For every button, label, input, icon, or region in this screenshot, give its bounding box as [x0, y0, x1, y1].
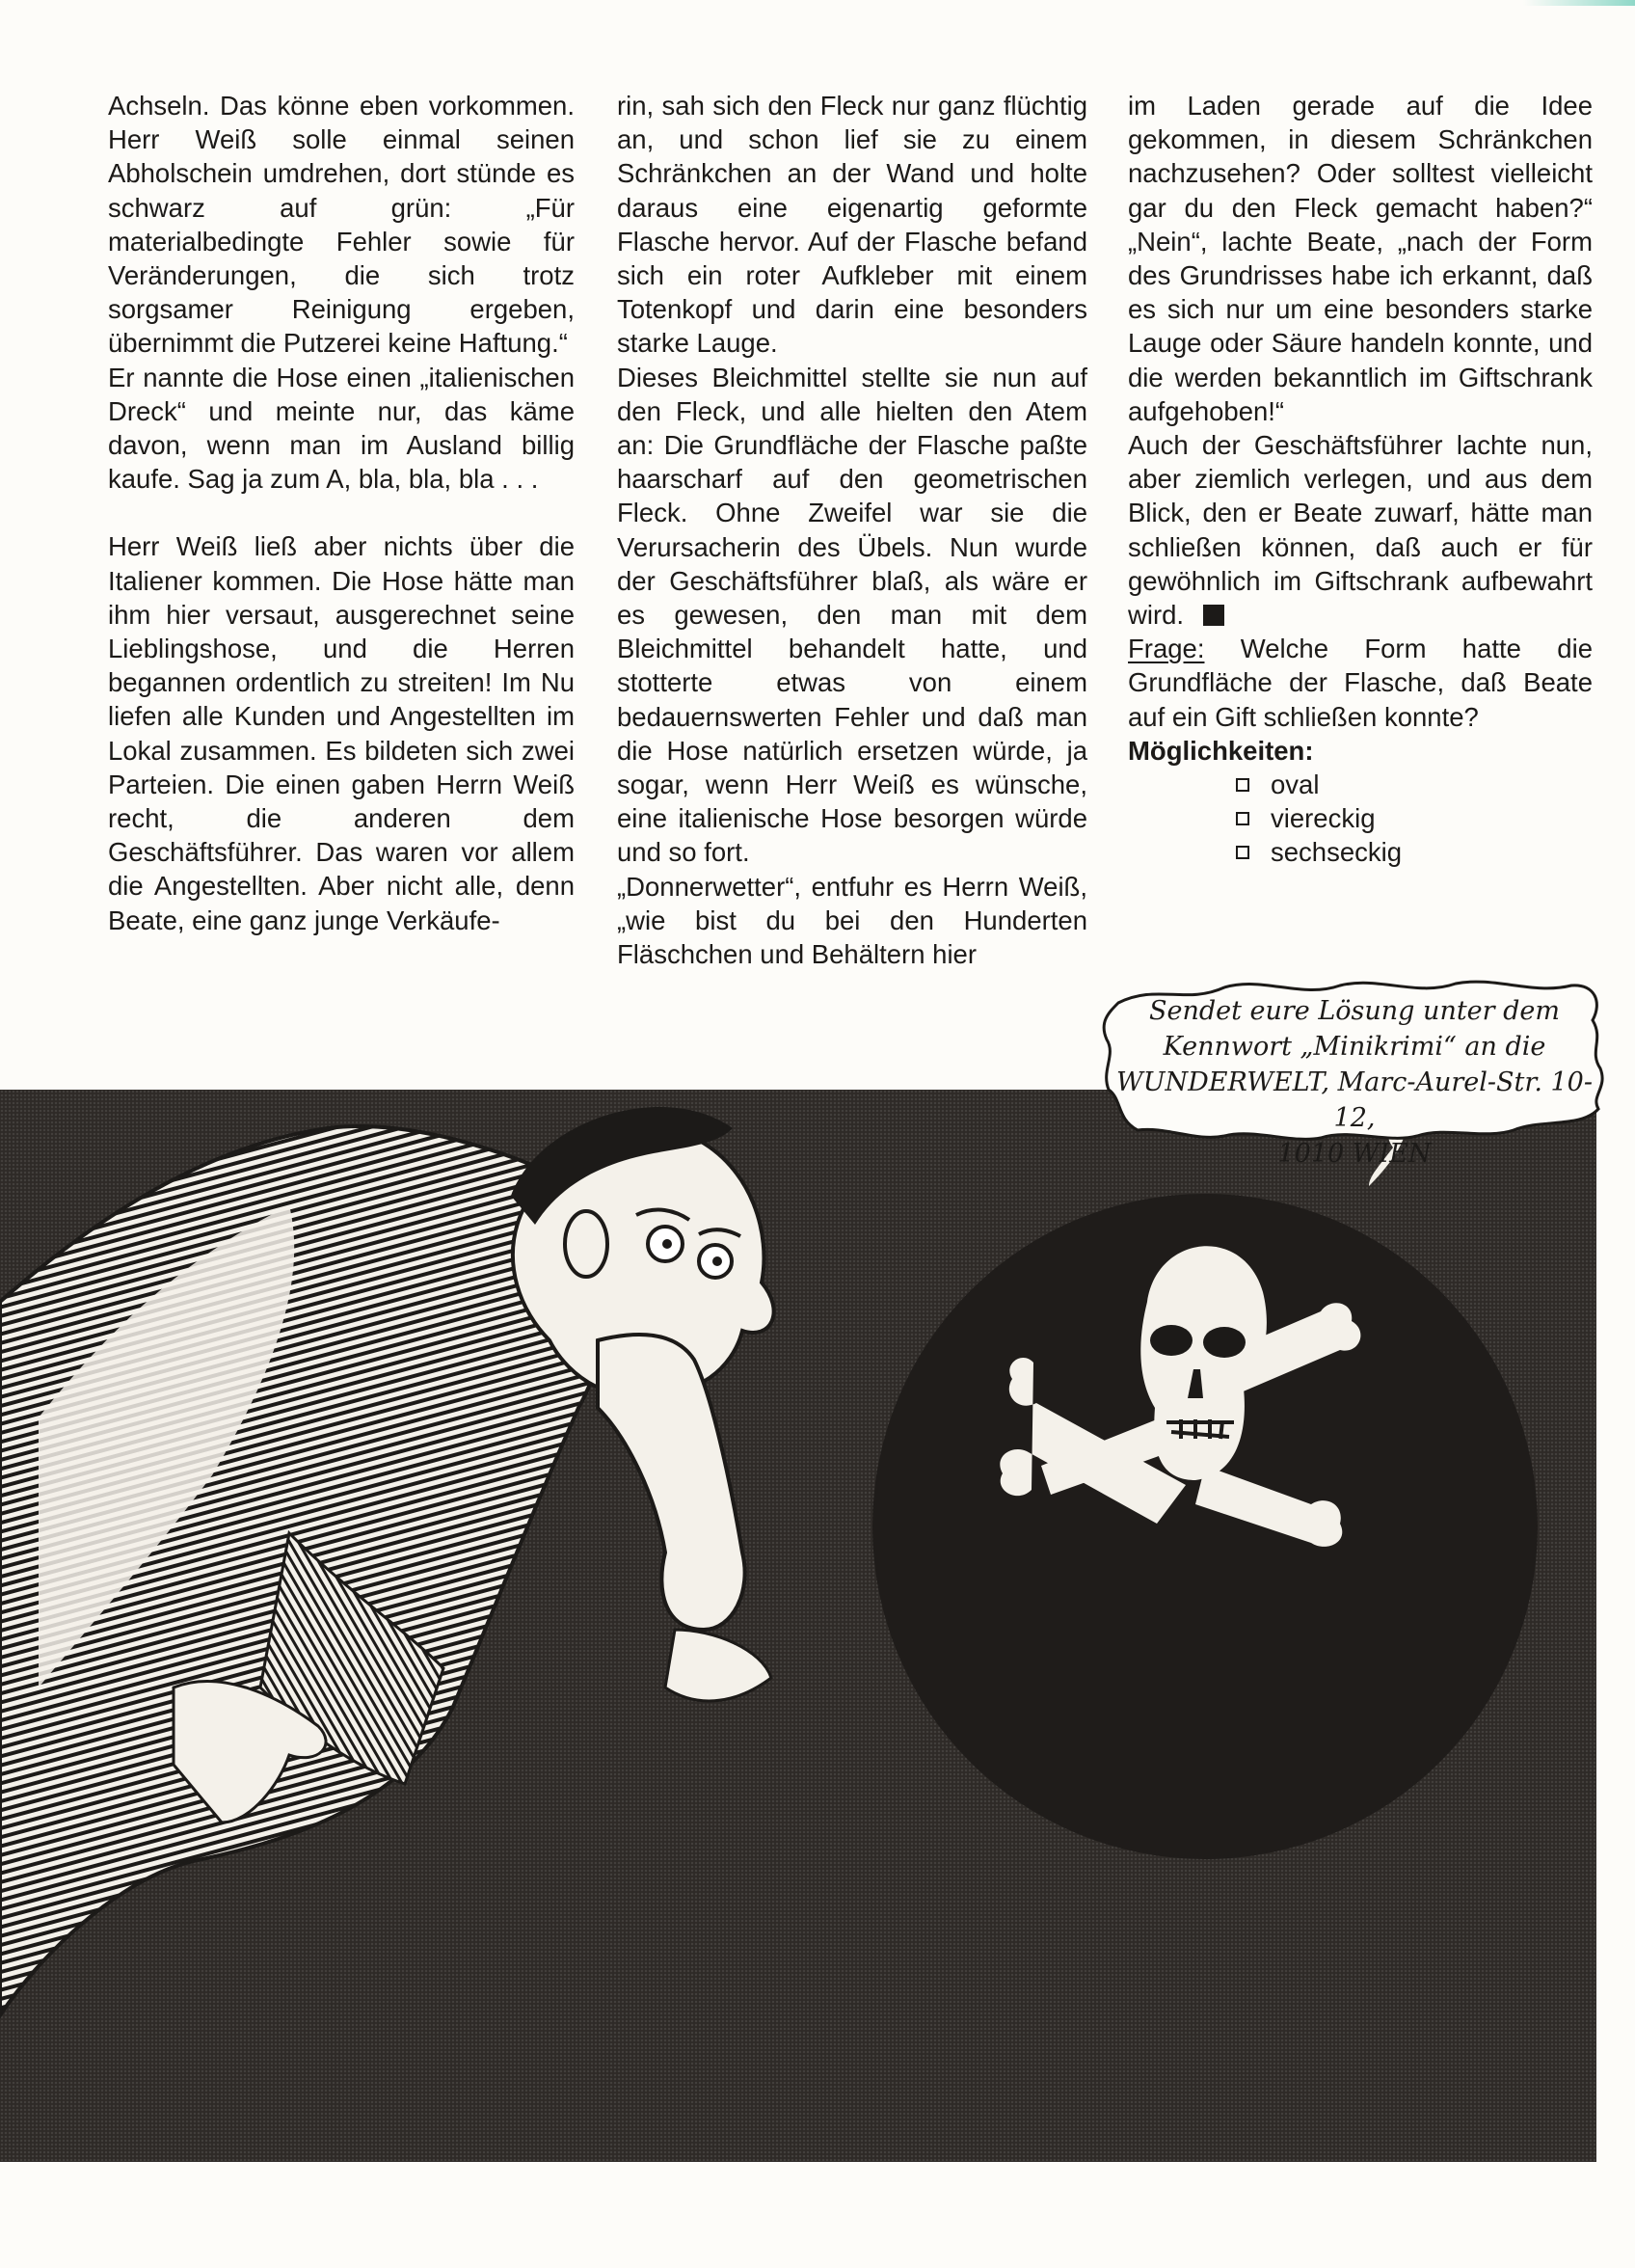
paragraph: Herr Weiß ließ aber nichts über die Italiener kommen. Die Hose hätte man ihm hier versaut, ausgerechnet seine Lieblingshose, und die Herren begannen ordentlich zu streiten! Im Nu liefen alle Kunden und Angestellten im Lokal zusammen. Es bildeten sich zwei Parteien. Die einen gaben Herrn Weiß recht, die anderen dem Geschäftsführer. Das waren vor allem die Angestellten. Aber nicht alle, denn Beate, eine ganz junge Verkäufe-: [108, 531, 575, 935]
text-column-3: [1128, 89, 1593, 870]
checkbox-icon[interactable]: [1236, 846, 1249, 859]
checkbox-icon[interactable]: [1236, 812, 1249, 825]
end-of-story-square-icon: [1203, 605, 1224, 626]
bubble-line: 1010 WIEN: [1277, 1139, 1432, 1169]
option-label: sechseckig: [1271, 837, 1403, 868]
page-edge-tint: [1523, 0, 1635, 6]
bubble-line: WUNDERWELT, Marc-Aurel-Str. 10-12,: [1116, 1067, 1593, 1133]
speech-bubble: [1099, 974, 1610, 1169]
paragraph: Dieses Bleichmittel stellte sie nun auf den Fleck, und alle hielten den Atem an: Die Grundfläche der Flasche paßte haarscharf auf den geometrischen Fleck. Ohne Zweifel war sie die Verursacherin des Übels. Nun wurde der Geschäftsführer blaß, als wäre er es gewesen, den man mit dem Bleichmittel behandelt hatte, und stotterte etwas von einem bedauernswerten Fehler und daß man die Hose natürlich ersetzen würde, ja sogar, wenn Herr Weiß es wünsche, eine italienische Hose besorgen würde und so fort.: [617, 362, 1087, 868]
options-title: Möglichkeiten:: [1128, 735, 1314, 766]
paragraph: rin, sah sich den Fleck nur ganz flüchtig an, und schon lief sie zu einem Schränkchen an der Wand und holte daraus eine eigenartig geformte Flasche hervor. Auf der Flasche befand sich ein roter Aufkleber mit einem Totenkopf und darin eine besonders starke Lauge.: [617, 91, 1087, 359]
bubble-line: Kennwort „Minikrimi“ an die: [1163, 1032, 1546, 1062]
man-figure: [0, 1107, 774, 2015]
illustration-worried-man-and-poison-label: [0, 1090, 1596, 2162]
checkbox-icon[interactable]: [1236, 778, 1249, 792]
text-column-2: [617, 89, 1087, 971]
answer-option[interactable]: [1236, 835, 1593, 869]
question-text: Welche Form hatte die Grundfläche der Flasche, daß Beate auf ein Gift schließen konnte?: [1128, 634, 1593, 732]
illustration-drawing: [0, 1090, 1596, 2162]
paragraph: „Donnerwetter“, entfuhr es Herrn Weiß, „wie bist du bei den Hunderten Fläschchen und Behältern hier: [617, 871, 1087, 970]
contest-instructions: [1099, 993, 1610, 1172]
option-label: oval: [1271, 770, 1320, 800]
paragraph: im Laden gerade auf die Idee gekommen, in diesem Schränkchen nachzusehen? Oder solltest vielleicht gar du den Fleck gemacht haben?“ „Nein“, lachte Beate, „nach der Form des Grundrisses habe ich erkannt, daß es sich nur um eine besonders starke Lauge oder Säure handeln konnte, und die werden bekanntlich im Giftschrank aufgehoben!“: [1128, 91, 1593, 426]
question: [1128, 632, 1593, 734]
poison-label: [872, 1194, 1538, 1859]
paragraph-text: Auch der Geschäftsführer lachte nun, aber ziemlich verlegen, und aus dem Blick, den er Beate zuwarf, hätte man schließen können, daß auch er für gewöhnlich im Giftschrank aufbewahrt wird.: [1128, 430, 1593, 631]
question-label: Frage:: [1128, 634, 1205, 664]
answer-options: [1128, 768, 1593, 870]
text-column-1: [108, 89, 575, 937]
answer-option[interactable]: [1236, 768, 1593, 801]
bubble-line: Sendet eure Lösung unter dem: [1148, 996, 1561, 1026]
answer-option[interactable]: [1236, 801, 1593, 835]
paragraph: Er nannte die Hose einen „italienischen Dreck“ und meinte nur, das käme davon, wenn man im Ausland billig kaufe. Sag ja zum A, bla, bla, bla . . .: [108, 362, 575, 495]
option-label: viereckig: [1271, 803, 1376, 834]
paragraph: Achseln. Das könne eben vorkommen. Herr Weiß solle einmal seinen Abholschein umdrehen, dort stünde es schwarz auf grün: „Für materialbedingte Fehler sowie für Veränderungen, die sich trotz sorgsamer Reinigung ergeben, übernimmt die Putzerei keine Haftung.“: [108, 91, 575, 359]
paragraph: [1128, 428, 1593, 632]
